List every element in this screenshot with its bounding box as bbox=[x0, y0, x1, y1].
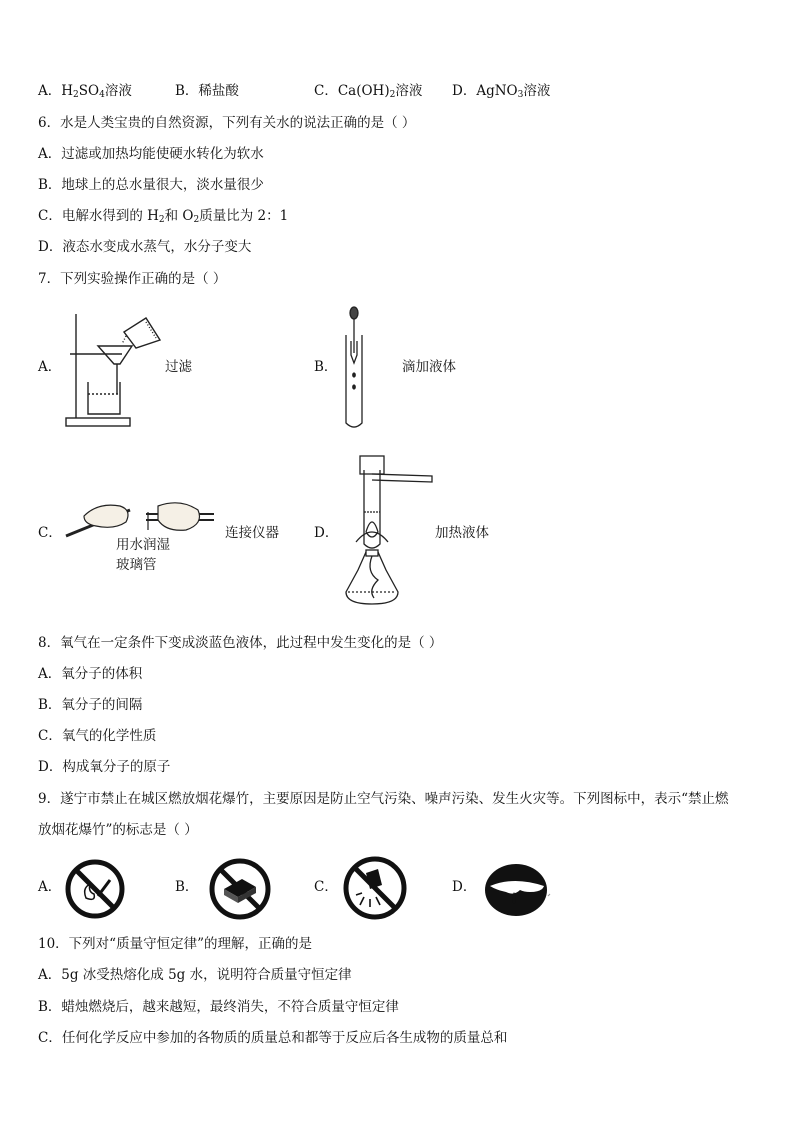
q9-stem-line1: 9．遂宁市禁止在城区燃放烟花爆竹，主要原因是防止空气污染、噪声污染、发生火灾等。下列图标中，表示“禁止燃 bbox=[38, 791, 729, 807]
q9-option-c-letter: C． bbox=[314, 879, 338, 895]
q9-stem-line2: 放烟花爆竹”的标志是（ ） bbox=[38, 822, 198, 838]
q7-option-a-letter: A． bbox=[38, 359, 62, 375]
no-smoking-match-sign-icon bbox=[64, 858, 126, 920]
dropper-test-tube-figure bbox=[340, 305, 370, 431]
q5-option-c: C．$Ca(OH)_2$溶液 bbox=[314, 83, 423, 100]
q8-option-d: D．构成氧分子的原子 bbox=[38, 759, 171, 775]
q6-stem: 6．水是人类宝贵的自然资源，下列有关水的说法正确的是（ ） bbox=[38, 115, 416, 131]
q10-option-a: A．5g 冰受热熔化成 5g 水，说明符合质量守恒定律 bbox=[38, 967, 352, 983]
q8-option-a: A．氧分子的体积 bbox=[38, 666, 143, 682]
q8-option-b: B．氧分子的间隔 bbox=[38, 697, 143, 713]
q5-option-a: A．$H_2SO_4$溶液 bbox=[38, 83, 132, 100]
q9-option-a-letter: A． bbox=[38, 879, 62, 895]
q7-option-c-caption: 连接仪器 bbox=[225, 525, 279, 541]
no-fireworks-sign-icon bbox=[342, 855, 408, 921]
q7-option-a-caption: 过滤 bbox=[165, 359, 192, 375]
water-saving-sign-icon bbox=[484, 862, 554, 918]
q5-option-b: B．稀盐酸 bbox=[175, 83, 239, 99]
q10-option-b: B．蜡烛燃烧后，越来越短，最终消失，不符合质量守恒定律 bbox=[38, 999, 399, 1015]
q7-option-d-letter: D． bbox=[314, 525, 339, 541]
q7-option-c-sub-caption-1: 用水润湿 bbox=[116, 537, 170, 553]
q9-option-d-letter: D． bbox=[452, 879, 477, 895]
q7-stem: 7．下列实验操作正确的是（ ） bbox=[38, 271, 227, 287]
q6-option-c: C．电解水得到的 $H_2$和 $O_2$质量比为 2：1 bbox=[38, 208, 289, 225]
q10-option-c: C．任何化学反应中参加的各物质的质量总和都等于反应后各生成物的质量总和 bbox=[38, 1030, 508, 1046]
q7-option-b-caption: 滴加液体 bbox=[402, 359, 456, 375]
q6-option-a: A．过滤或加热均能使硬水转化为软水 bbox=[38, 146, 264, 162]
q5-option-d: D．AgNO$_3$溶液 bbox=[452, 83, 551, 100]
q9-option-b-letter: B． bbox=[175, 879, 199, 895]
q6-option-d: D．液态水变成水蒸气，水分子变大 bbox=[38, 239, 252, 255]
q8-option-c: C．氧气的化学性质 bbox=[38, 728, 157, 744]
q10-stem: 10．下列对“质量守恒定律”的理解，正确的是 bbox=[38, 936, 312, 952]
q7-option-c-sub-caption-2: 玻璃管 bbox=[116, 557, 157, 573]
filtration-apparatus-figure bbox=[62, 302, 162, 430]
q7-option-c-letter: C． bbox=[38, 525, 62, 541]
q8-stem: 8．氧气在一定条件下变成淡蓝色液体，此过程中发生变化的是（ ） bbox=[38, 635, 443, 651]
q7-option-d-caption: 加热液体 bbox=[435, 525, 489, 541]
no-explosives-sign-icon bbox=[208, 857, 272, 921]
q6-option-b: B．地球上的总水量很大，淡水量很少 bbox=[38, 177, 264, 193]
q7-option-b-letter: B． bbox=[314, 359, 338, 375]
heating-liquid-figure bbox=[342, 452, 434, 614]
